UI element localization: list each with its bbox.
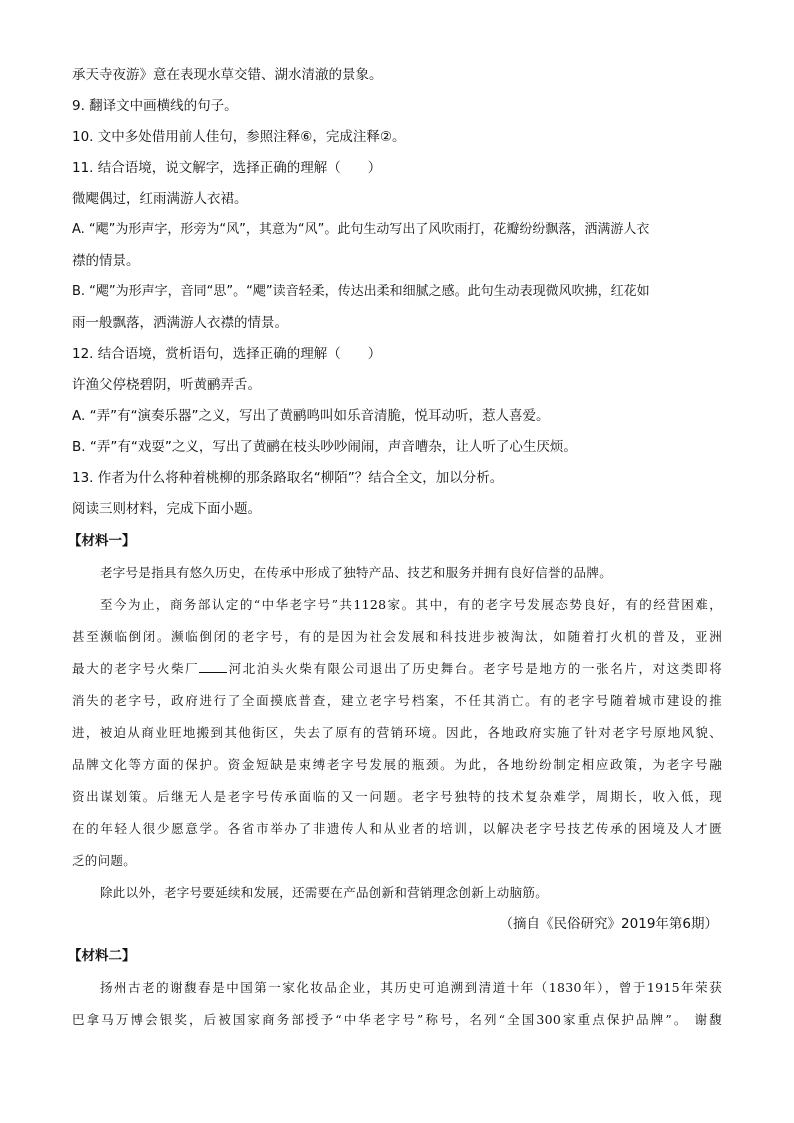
- material-one-p1: 老字号是指具有悠久历史，在传承中形成了独特产品、技艺和服务并拥有良好信誉的品牌。: [100, 565, 613, 580]
- quoted-sentence: 许渔父停桡碧阴，听黄鹂弄舌。: [72, 377, 261, 393]
- question-12: 12. 结合语境，赏析语句，选择正确的理解（ ）: [72, 346, 382, 362]
- material-one-heading: 【材料一】: [68, 533, 136, 549]
- material-one-p2-line: 品牌文化等方面的保护。资金短缺是束缚老字号发展的瓶颈。为此，各地纷纷制定相应政策，为老字号融: [72, 757, 722, 772]
- material-one-p2-line: 资出谋划策。后继无人是老字号传承面临的又一问题。老字号独特的技术复杂难学，周期长，收入低，现: [72, 789, 722, 804]
- material-one-p2-line: 消失的老字号，政府进行了全面摸底普查，建立老字号档案，不任其消亡。有的老字号随着城市建设的推: [72, 693, 722, 708]
- option-a: A. “弄”有“演奏乐器”之义，写出了黄鹂鸣叫如乐音清脆，悦耳动听，惹人喜爱。: [72, 408, 550, 424]
- material-one-p2-line: [72, 659, 722, 679]
- text-line: 承天寺夜游》意在表现水草交错、湖水清澈的景象。: [72, 67, 383, 83]
- material-two-heading: 【材料二】: [68, 948, 136, 964]
- material-one-p2-line: 甚至濒临倒闭。濒临倒闭的老字号，有的是因为社会发展和科技进步被淘汰，如随着打火机的普及，亚洲: [72, 629, 722, 644]
- text-fragment: 最大的老字号火柴厂: [72, 661, 200, 676]
- question-13: 13. 作者为什么将种着桃柳的那条路取名“柳陌”？结合全文，加以分析。: [72, 470, 504, 486]
- question-11: 11. 结合语境，说文解字，选择正确的理解（ ）: [72, 160, 382, 176]
- option-b-line: B. “飔”为形声字，音同“思”。“飔”读音轻柔，传达出柔和细腻之感。此句生动表现微风吹拂，红花如: [72, 284, 650, 299]
- material-one-p2-line: 至今为止，商务部认定的“中华老字号”共1128家。其中，有的老字号发展态势良好，有的经营困难，: [100, 597, 722, 612]
- option-a-line: A. “飔”为形声字，形旁为“风”，其意为“风”。此句生动写出了风吹雨打，花瓣纷纷飘落，洒满游人衣: [72, 222, 650, 237]
- option-b: B. “弄”有“戏耍”之义，写出了黄鹂在枝头吵吵闹闹，声音嘈杂，让人听了心生厌烦。: [72, 439, 577, 455]
- material-one-p2-line: 乏的问题。: [72, 853, 137, 868]
- blank-line: [199, 660, 227, 673]
- reading-instruction: 阅读三则材料，完成下面小题。: [72, 501, 261, 517]
- option-a-line-cont: 襟的情景。: [72, 253, 140, 269]
- question-10: 10. 文中多处借用前人佳句，参照注释⑥，完成注释②。: [72, 129, 406, 145]
- material-two-line: 扬州古老的谢馥春是中国第一家化妆品企业，其历史可追溯到清道十年（1830年），曾于1915年荣获: [100, 980, 722, 995]
- quoted-sentence: 微飔偶过，红雨满游人衣裙。: [72, 191, 248, 207]
- text-fragment: 河北泊头火柴有限公司退出了历史舞台。老字号是地方的一张名片，对这类即将: [227, 661, 722, 676]
- material-two-line: 巴拿马万博会银奖，后被国家商务部授予“中华老字号”称号，名列“全国300家重点保护品牌”。 谢馥: [72, 1012, 722, 1027]
- question-9: 9. 翻译文中画横线的句子。: [72, 98, 238, 114]
- material-one-p3: 除此以外，老字号要延续和发展，还需要在产品创新和营销理念创新上动脑筋。: [100, 885, 549, 900]
- material-one-p2-line: 进，被迫从商业旺地搬到其他街区，失去了原有的营销环境。因此，各地政府实施了针对老字号原地风貌、: [72, 725, 722, 740]
- source-citation: （摘自《民俗研究》2019年第6期）: [499, 916, 718, 932]
- option-b-line-cont: 雨一般飘落，洒满游人衣襟的情景。: [72, 315, 288, 331]
- material-one-p2-line: 在的年轻人很少愿意学。各省市举办了非遗传人和从业者的培训，以解决老字号技艺传承的困境及人才匮: [72, 821, 722, 836]
